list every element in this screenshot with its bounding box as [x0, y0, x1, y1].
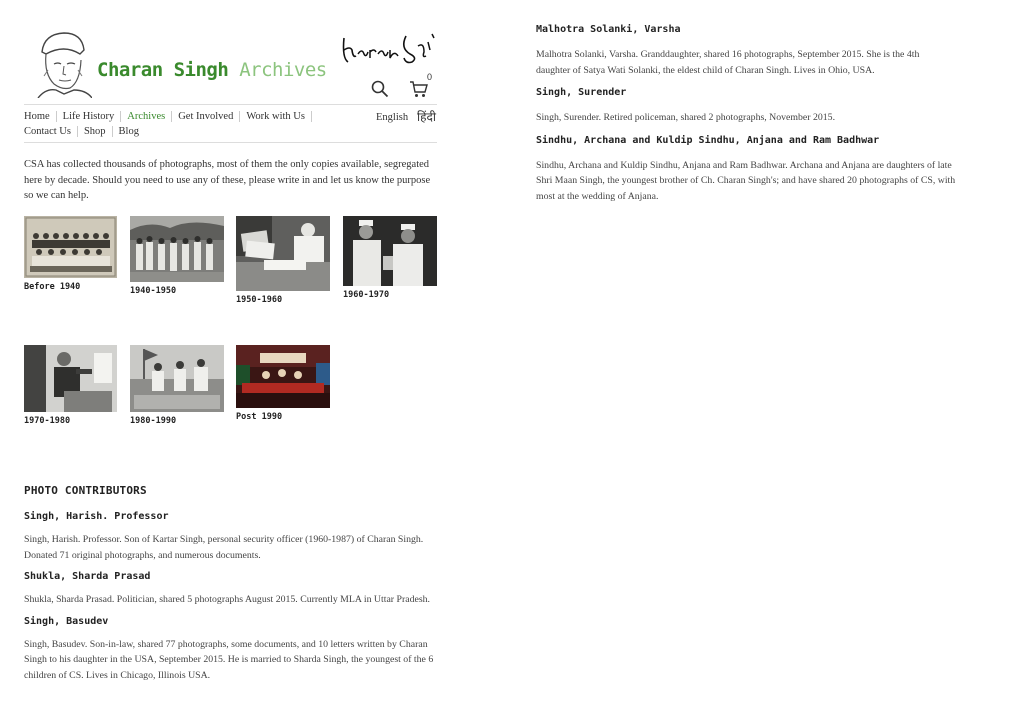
photo-contributors-section [24, 484, 437, 691]
contributor-entry [536, 87, 956, 126]
search-icon[interactable] [371, 80, 389, 98]
photo-contributors-heading: PHOTO CONTRIBUTORS [24, 484, 147, 497]
contributor-description: Singh, Basudev. Son-in-law, shared 77 photographs, some documents, and 10 letters written by Charan Singh to his daughter in the USA, September 2015. He is married to Sharda Singh, the youngest of the 6 children of CS. Lives in Chicago, Illinois USA. [24, 638, 434, 681]
gallery-caption: 1970-1980 [24, 416, 71, 426]
gallery-caption: 1940-1950 [130, 286, 177, 296]
nav-contact-us[interactable]: Contact Us [24, 126, 78, 137]
photo-men-white-caps-icon [343, 216, 437, 286]
photo-man-speech-icon [24, 345, 117, 412]
cart-count-badge: 0 [427, 72, 433, 82]
photo-group-standing-icon [130, 216, 224, 282]
gallery-caption: 1960-1970 [343, 290, 390, 300]
nav-row-1 [24, 111, 312, 122]
contributor-entry [24, 571, 437, 608]
gallery-item-post-1990[interactable] [236, 345, 330, 422]
contributor-name: Malhotra Solanki, Varsha [536, 24, 681, 35]
gallery-caption: Before 1940 [24, 282, 81, 292]
contributor-entry [24, 616, 437, 684]
signature-image [340, 28, 437, 68]
site-title[interactable] [97, 59, 327, 81]
nav-life-history[interactable]: Life History [57, 111, 122, 122]
contributor-name: Singh, Basudev [24, 615, 109, 627]
contributor-name: Singh, Surender [536, 87, 627, 98]
nav-work-with-us[interactable]: Work with Us [240, 111, 312, 122]
site-title-archives: Archives [239, 59, 327, 81]
photo-crowd-flags-icon [130, 345, 224, 412]
contributor-description: Singh, Harish. Professor. Son of Kartar Singh, personal security officer (1960-1987) of Charan Singh. Donated 71 original photographs, and numerous documents. [24, 534, 424, 561]
gallery-item-1960-1970[interactable] [343, 216, 437, 300]
contributor-entry [536, 24, 956, 78]
gallery-caption: 1950-1960 [236, 295, 283, 305]
gallery-item-1970-1980[interactable] [24, 345, 117, 426]
photo-man-writing-icon [236, 216, 330, 291]
photo-stage-event-icon [236, 345, 330, 408]
contributor-name: Singh, Harish. Professor [24, 511, 169, 522]
language-hindi-link[interactable]: हिंदी [417, 110, 436, 124]
nav-archives[interactable]: Archives [121, 111, 172, 122]
cart-icon[interactable] [409, 80, 429, 98]
nav-get-involved[interactable]: Get Involved [172, 111, 240, 122]
contributor-name: Sindhu, Archana and Kuldip Sindhu, Anjana and Ram Badhwar [536, 134, 880, 146]
gallery-item-1950-1960[interactable] [236, 216, 330, 305]
contributor-description: Malhotra Solanki, Varsha. Granddaughter, shared 16 photographs, September 2015. She is the 4th daughter of Satya Wati Solanki, the eldest child of Charan Singh. Lives in Ohio, USA. [536, 49, 920, 76]
gallery-item-1980-1990[interactable] [130, 345, 224, 426]
site-title-main: Charan Singh [97, 59, 229, 81]
nav-row-2 [24, 126, 145, 137]
archives-intro-text: CSA has collected thousands of photographs, most of them the only copies available, segregated here by decade. Should you need to use any of these, please write in and let us know the purpose so we can help. [24, 159, 431, 201]
photo-group-portrait-icon [24, 216, 117, 278]
charan-singh-portrait-logo[interactable] [34, 30, 92, 98]
nav-home[interactable]: Home [24, 111, 57, 122]
contributor-entry [24, 511, 437, 563]
nav-shop[interactable]: Shop [78, 126, 113, 137]
contributor-description: Singh, Surender. Retired policeman, shared 2 photographs, November 2015. [536, 112, 836, 123]
right-column [536, 24, 956, 213]
photo-decade-gallery [24, 216, 437, 446]
contributor-description: Shukla, Sharda Prasad. Politician, shared 5 photographs August 2015. Currently MLA in Uttar Pradesh. [24, 594, 430, 605]
site-header [24, 28, 437, 104]
language-english-link[interactable]: English [376, 112, 409, 123]
gallery-item-before-1940[interactable] [24, 216, 117, 292]
nav-blog[interactable]: Blog [118, 126, 139, 137]
gallery-item-1940-1950[interactable] [130, 216, 224, 296]
gallery-caption: Post 1990 [236, 412, 283, 422]
contributor-name: Shukla, Sharda Prasad [24, 571, 151, 582]
left-column [24, 28, 437, 681]
contributor-description: Sindhu, Archana and Kuldip Sindhu, Anjana and Ram Badhwar. Archana and Anjana are daughters of late Shri Maan Singh, the youngest brother of Ch. Charan Singh's; and have shared 20 photographs of CS, with most at the wedding of Anjana. [536, 159, 956, 202]
main-navigation [24, 104, 437, 143]
gallery-caption: 1980-1990 [130, 416, 177, 426]
contributor-entry [536, 135, 956, 205]
